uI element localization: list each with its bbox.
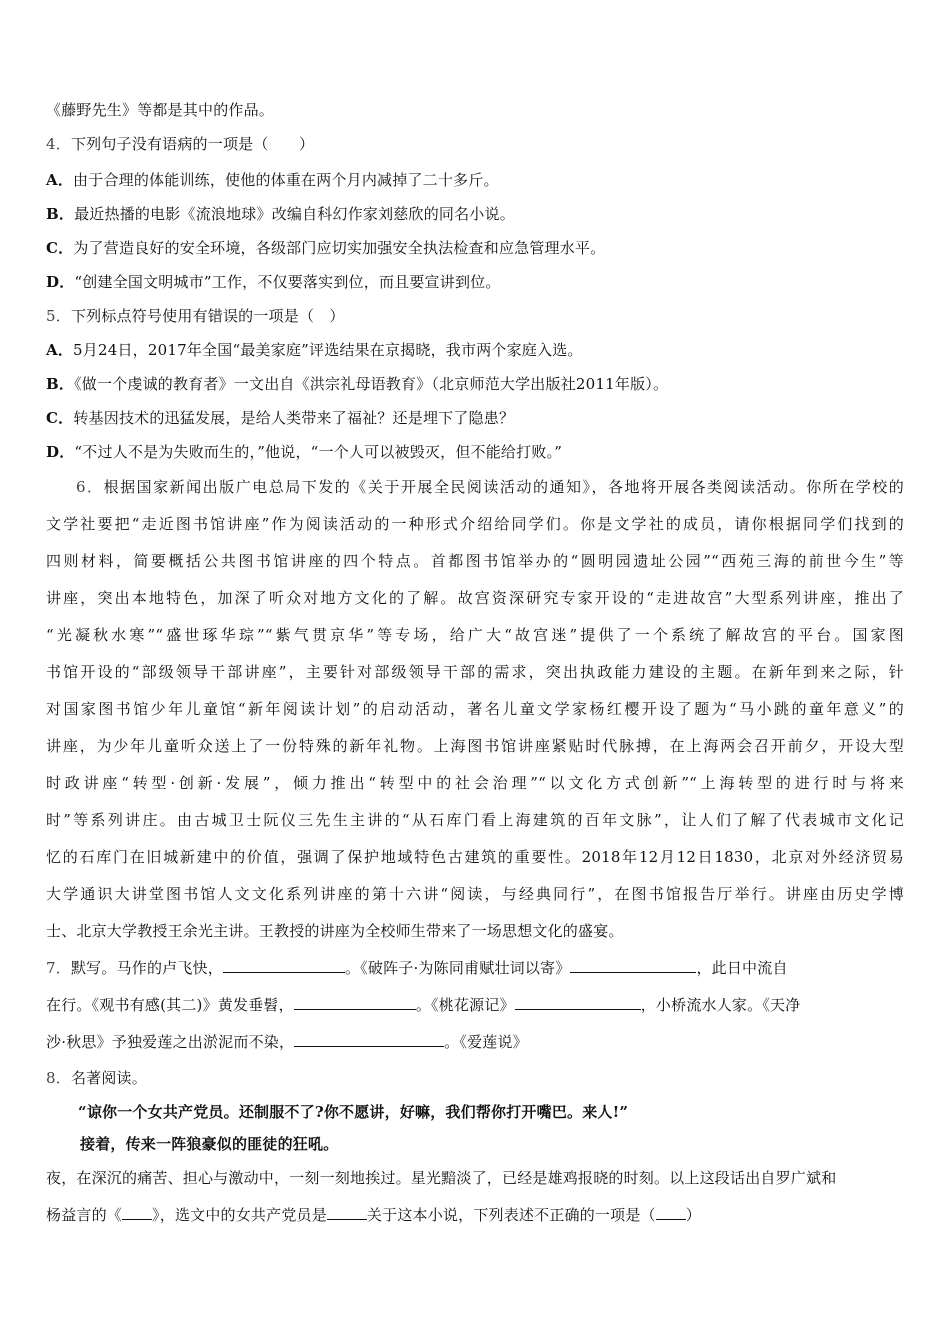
- fill-blank-character[interactable]: [327, 1205, 367, 1220]
- text-segment: ）: [685, 1206, 701, 1224]
- text-segment: 沙·秋思》予独爱莲之出淤泥而不染，: [46, 1033, 295, 1051]
- question-number: 6．: [76, 478, 104, 496]
- text-segment: ，小桥流水人家。《天净: [640, 996, 801, 1014]
- fill-blank-1[interactable]: [223, 958, 345, 973]
- option-label: B．: [46, 375, 75, 393]
- q5-option-c[interactable]: [46, 408, 514, 428]
- fill-blank-5[interactable]: [294, 1032, 444, 1047]
- text-segment: 杨益言的《: [46, 1206, 123, 1224]
- question-7-line-1: [46, 958, 788, 978]
- continuation-text: 《藤野先生》等都是其中的作品。: [46, 101, 275, 119]
- question-6-line-12: 大学通识大讲堂图书馆人文文化系列讲座的第十六讲“阅读，与经典同行”，在图书馆报告厅举行。讲座由历史学博: [46, 885, 904, 903]
- question-text: 下列标点符号使用有错误的一项是（ ）: [70, 307, 345, 325]
- fill-blank-2[interactable]: [570, 958, 696, 973]
- question-6-line-7: 对国家图书馆少年儿童馆“新年阅读计划”的启动活动，著名儿童文学家杨红樱开设了题为“马小跳的童年意义”的: [46, 700, 904, 718]
- excerpt-quote-2: 接着，传来一阵狼豪似的匪徒的狂吼。: [80, 1135, 339, 1153]
- question-7-line-3: [46, 1032, 528, 1052]
- option-label: C．: [46, 239, 74, 257]
- question-6-line-9: 时政讲座“转型·创新·发展”，倾力推出“转型中的社会治理”“以文化方式创新”“上海转型的进行时与将来: [46, 774, 904, 792]
- text-segment: 。《破阵子·为陈同甫赋壮词以寄》: [344, 959, 571, 977]
- question-6-line-8: 讲座，为少年儿童听众送上了一份特殊的新年礼物。上海图书馆讲座紧贴时代脉搏，在上海两会召开前夕，开设大型: [46, 737, 904, 755]
- excerpt-quote-1: “谅你一个女共产党员。还制服不了?你不愿讲，好嘛，我们帮你打开嘴巴。来人!”: [78, 1103, 629, 1121]
- option-text: “创建全国文明城市”工作，不仅要落实到位，而且要宣讲到位。: [74, 273, 501, 291]
- question-number: 5．: [46, 307, 71, 325]
- question-6-line-6: 书馆开设的“部级领导干部讲座”，主要针对部级领导干部的需求，突出执政能力建设的主题。在新年到来之际，针: [46, 663, 904, 681]
- text-segment: 默写。马作的卢飞快，: [70, 959, 223, 977]
- question-8-stem: [46, 1068, 147, 1088]
- text-segment: ，此日中流自: [696, 959, 788, 977]
- option-text: 为了营造良好的安全环境，各级部门应切实加强安全执法检查和应急管理水平。: [73, 239, 606, 257]
- question-6-line-11: 忆的石库门在旧城新建中的价值，强调了保护地域特色古建筑的重要性。2018年12月12日1830，北京对外经济贸易: [46, 848, 904, 866]
- text-segment: 。《爱莲说》: [444, 1033, 528, 1051]
- option-label: C．: [46, 409, 74, 427]
- question-text: 名著阅读。: [70, 1069, 147, 1087]
- option-text: 由于合理的体能训练，使他的体重在两个月内减掉了二十多斤。: [73, 171, 499, 189]
- fill-blank-answer[interactable]: [656, 1205, 686, 1220]
- fill-blank-4[interactable]: [515, 995, 641, 1010]
- option-label: B．: [46, 205, 75, 223]
- question-6-line-1: [76, 477, 904, 497]
- option-text: “不过人不是为失败而生的，”他说，“一个人可以被毁灭，但不能给打败。”: [74, 443, 563, 461]
- question-6-line-2: 文学社要把“走近图书馆讲座”作为阅读活动的一种形式介绍给同学们。你是文学社的成员，请你根据同学们找到的: [46, 515, 904, 533]
- question-7-line-2: [46, 995, 800, 1015]
- text-segment: 》，选文中的女共产党员是: [152, 1206, 327, 1224]
- question-number: 8．: [46, 1069, 71, 1087]
- q4-option-a[interactable]: [46, 170, 499, 190]
- q5-option-d[interactable]: [46, 442, 562, 462]
- q4-option-d[interactable]: [46, 272, 501, 292]
- question-text: 下列句子没有语病的一项是（ ）: [70, 135, 315, 153]
- text-segment: 关于这本小说，下列表述不正确的一项是（: [366, 1206, 656, 1224]
- question-number: 7．: [46, 959, 71, 977]
- option-text: 《做一个虔诚的教育者》一文出自《洪宗礼母语教育》（北京师范大学出版社2011年版）。: [74, 375, 669, 393]
- question-6-line-4: 讲座，突出本地特色，加深了听众对地方文化的了解。故宫资深研究专家开设的“走进故宫”大型系列讲座，推出了: [46, 589, 904, 607]
- option-label: D．: [46, 443, 75, 461]
- question-5-stem: [46, 306, 345, 326]
- question-6-line-3: 四则材料，简要概括公共图书馆讲座的四个特点。首都图书馆举办的“圆明园遗址公园”“西苑三海的前世今生”等: [46, 552, 904, 570]
- q4-option-c[interactable]: [46, 238, 605, 258]
- question-number: 4．: [46, 135, 71, 153]
- paragraph-text: 根据国家新闻出版广电总局下发的《关于开展全民阅读活动的通知》，各地将开展各类阅读活动。你所在学校的: [103, 478, 904, 496]
- question-4-stem: [46, 134, 314, 154]
- q4-option-b[interactable]: [46, 204, 515, 224]
- option-label: D．: [46, 273, 75, 291]
- option-text: 转基因技术的迅猛发展，是给人类带来了福祉？还是埋下了隐患？: [73, 409, 515, 427]
- option-text: 5月24日，2017年全国“最美家庭”评选结果在京揭晓，我市两个家庭入选。: [73, 341, 583, 359]
- fill-blank-3[interactable]: [294, 995, 416, 1010]
- option-label: A．: [46, 171, 74, 189]
- q5-option-b[interactable]: [46, 374, 668, 394]
- text-segment: 在行。《观书有感(其二)》黄发垂髫，: [46, 996, 294, 1014]
- question-6-line-10: 时”等系列讲庄。由古城卫士阮仪三先生主讲的“从石库门看上海建筑的百年文脉”，让人们了解了代表城市文化记: [46, 811, 904, 829]
- text-segment: 。《桃花源记》: [415, 996, 515, 1014]
- q5-option-a[interactable]: [46, 340, 583, 360]
- excerpt-line-3: 夜，在深沉的痛苦、担心与激动中，一刻一刻地挨过。星光黯淡了，已经是雄鸡报晓的时刻。以上这段话出自罗广斌和: [46, 1169, 837, 1187]
- question-6-line-13: 士、北京大学教授王余光主讲。王教授的讲座为全校师生带来了一场思想文化的盛宴。: [46, 922, 624, 940]
- question-6-line-5: “光凝秋水寒”“盛世琢华琮”“紫气贯京华”等专场，给广大“故宫迷”提供了一个系统了解故宫的平台。国家图: [46, 626, 904, 644]
- question-8-line-4: [46, 1205, 701, 1225]
- fill-blank-book-title[interactable]: [122, 1205, 152, 1220]
- option-text: 最近热播的电影《流浪地球》改编自科幻作家刘慈欣的同名小说。: [74, 205, 515, 223]
- option-label: A．: [46, 341, 74, 359]
